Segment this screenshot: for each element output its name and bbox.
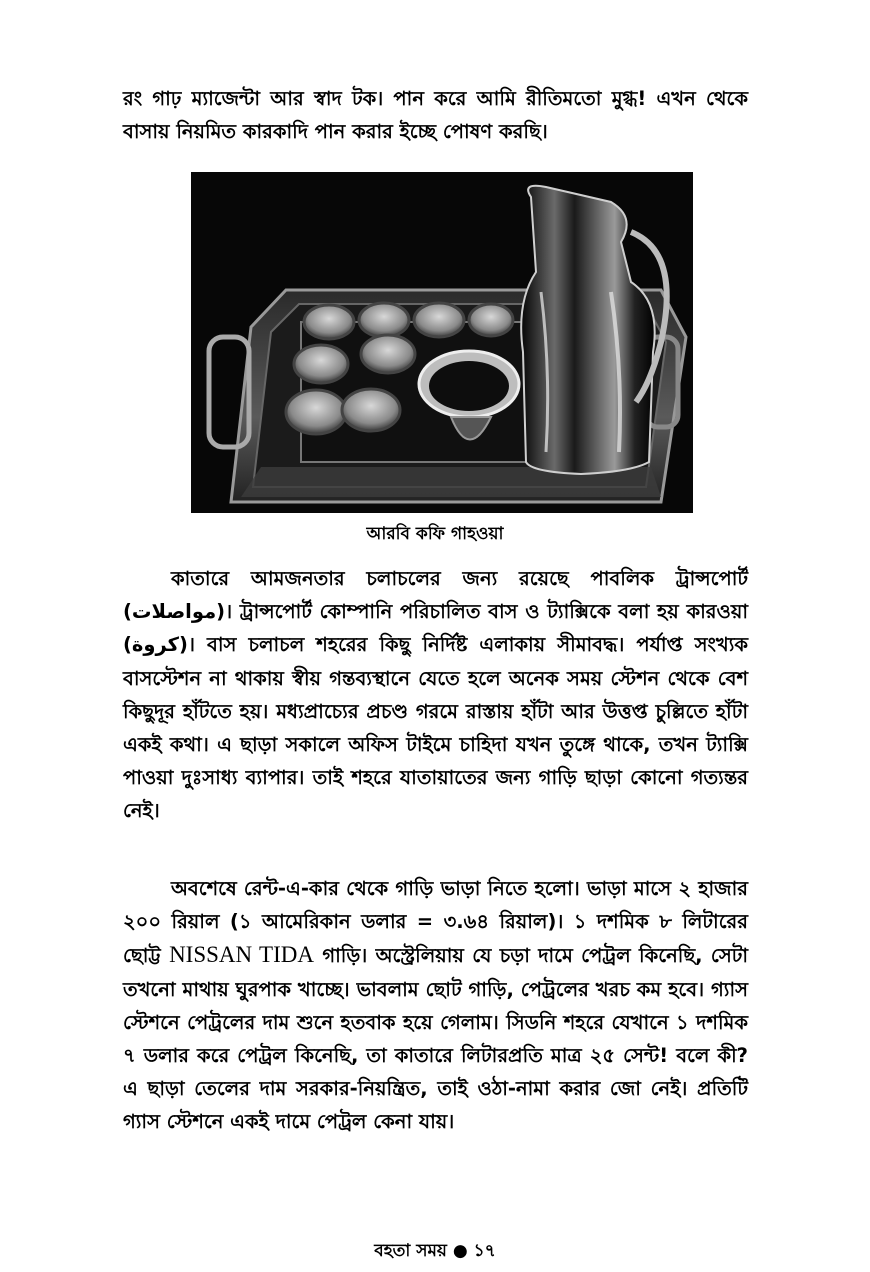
bullet-separator: ● — [452, 1241, 468, 1261]
coffee-tray-photo — [191, 172, 693, 513]
paragraph-rent-a-car — [123, 872, 748, 1139]
p2-arabic-2: كروة — [131, 633, 180, 657]
paragraph-transport — [123, 562, 748, 828]
p2-text-3: )। বাস চলাচল শহরের কিছু নির্দিষ্ট এলাকায় সীমাবদ্ধ। পর্যাপ্ত সংখ্যক বাসস্টেশন না থাকায় স্বীয় গন্তব্যস্থানে যেতে হলে অনেক সময় স্টেশন থেকে বেশ কিছুদূর হাঁটতে হয়। মধ্যপ্রাচ্যের প্রচণ্ড গরমে রাস্তায় হাঁটা আর উত্তপ্ত চুল্লিতে হাঁটা একই কথা। এ ছাড়া সকালে অফিস টাইমে চাহিদা যখন তুঙ্গে থাকে, তখন ট্যাক্সি পাওয়া দুঃসাধ্য ব্যাপার। তাই শহরে যাতায়াতের জন্য গাড়ি ছাড়া কোনো গত্যন্তর নেই। — [123, 633, 748, 823]
p3-text-2: গাড়ি। অস্ট্রেলিয়ায় যে চড়া দামে পেট্রল কিনেছি, সেটা তখনো মাথায় ঘুরপাক খাচ্ছে। ভাবলাম ছোট গাড়ি, পেট্রলের খরচ কম হবে। গ্যাস স্টেশনে পেট্রলের দাম শুনে হতবাক হয়ে গেলাম। সিডনি শহরে যেখানে ১ দশমিক ৭ ডলার করে পেট্রল কিনেছি, তা কাতারে লিটারপ্রতি মাত্র ২৫ সেন্ট! বলে কী? এ ছাড়া তেলের দাম সরকার-নিয়ন্ত্রিত, তাই ওঠা-নামা করার জো নেই। প্রতিটি গ্যাস স্টেশনে একই দামে পেট্রল কেনা যায়। — [123, 944, 748, 1134]
top-paragraph: রং গাঢ় ম্যাজেন্টা আর স্বাদ টক। পান করে আমি রীতিমতো মুগ্ধ! এখন থেকে বাসায় নিয়মিত কারকাদি পান করার ইচ্ছে পোষণ করছি। — [123, 87, 748, 144]
p2-arabic-1: مواصلات — [131, 600, 217, 624]
book-title: বহতা সময় — [374, 1241, 447, 1261]
page-footer — [0, 1238, 870, 1266]
coffee-tray-image — [191, 172, 693, 513]
p2-text-2: )। ট্রান্সপোর্ট কোম্পানি পরিচালিত বাস ও ট্যাক্সিকে বলা হয় কারওয়া ( — [123, 600, 748, 657]
p3-car-model: NISSAN TIDA — [169, 942, 314, 968]
p2-text-1: কাতারে আমজনতার চলাচলের জন্য রয়েছে পাবলিক ট্রান্সপোর্ট ( — [123, 567, 748, 624]
p3-text-1: অবশেষে রেন্ট-এ-কার থেকে গাড়ি ভাড়া নিতে হলো। ভাড়া মাসে ২ হাজার ২০০ রিয়াল (১ আমেরিকান ডলার = ৩.৬৪ রিয়াল)। ১ দশমিক ৮ লিটারের ছোট্ট — [123, 877, 748, 968]
page-number: ১৭ — [473, 1241, 496, 1261]
figure-caption: আরবি কফি গাহওয়া — [366, 524, 504, 544]
